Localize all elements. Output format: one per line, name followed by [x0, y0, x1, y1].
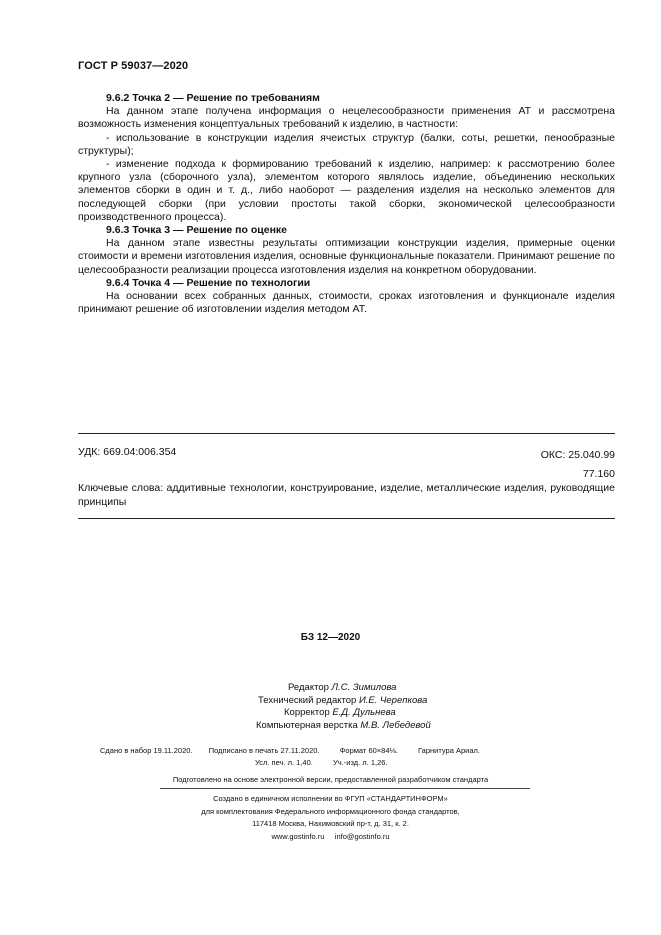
editor-name: Л.С. Зимилова [331, 682, 397, 693]
editor-line [256, 682, 431, 695]
imprint-print-sheets: Усл. печ. л. 1,40. [255, 758, 313, 767]
publisher-line: для комплектования Федерального информационного фонда стандартов, [201, 806, 460, 816]
document-header: ГОСТ Р 59037—2020 [78, 60, 189, 72]
section-heading: 9.6.4 Точка 4 — Решение по технологии [106, 276, 311, 289]
imprint-format: Формат 60×84⅛. [339, 746, 398, 755]
editor-line [256, 695, 431, 708]
editor-line [256, 707, 431, 720]
publisher-line: Создано в единичном исполнении во ФГУП «СТАНДАРТИНФОРМ» [213, 794, 448, 803]
editor-name: И.Е. Черепкова [358, 694, 428, 706]
section-heading: 9.6.3 Точка 3 — Решение по оценке [106, 224, 288, 237]
prepared-note: Подготовлено на основе электронной версии, предоставленной разработчиком стандарта [172, 775, 489, 784]
document-body [78, 92, 615, 316]
imprint-line-2 [100, 757, 480, 769]
imprint-signed: Подписано в печать 27.11.2020. [208, 746, 320, 755]
editors-block [256, 682, 431, 732]
list-item: - изменение подхода к формированию требований к изделию, например: к рассмотрению более крупного узла (сборочного узла), элементом которого являлось изделие, объединению нескольких элементов сборки в один и т. д., либо наоборот — разделения изделия на несколько элементов для последующей сборки (при условии простоты такой сборки, экономической целесообразности производственного процесса). [78, 158, 615, 223]
bz-number: БЗ 12—2020 [300, 632, 361, 643]
paragraph: На основании всех собранных данных, стоимости, сроках изготовления и функционале изделия принимают решение об изготовлении изделия методом АТ. [78, 290, 615, 316]
publisher-line: www.gostinfo.ru info@gostinfo.ru [271, 831, 390, 841]
divider-top [78, 433, 615, 434]
oks-code-1: ОКС: 25.040.99 [540, 449, 615, 461]
imprint-pub-sheets: Уч.-изд. л. 1,26. [333, 758, 388, 767]
paragraph: На данном этапе получена информация о нецелесообразности применения АТ и рассмотрена возможность изменения концептуальных требований к изделию, в частности: [78, 105, 615, 131]
editor-name: Е.Д. Дульнева [332, 707, 396, 718]
udk-code: УДК: 669.04:006.354 [78, 446, 177, 458]
editor-line [256, 720, 431, 733]
imprint-block [100, 745, 480, 769]
editor-name: М.В. Лебедевой [360, 719, 431, 731]
imprint-line-1 [100, 745, 480, 757]
divider-bottom [78, 518, 615, 519]
list-item: - использование в конструкции изделия ячеистых структур (балки, соты, решетки, пенообразные структуры); [78, 131, 615, 157]
oks-code-2: 77.160 [582, 468, 615, 480]
editor-role: Корректор [284, 707, 330, 718]
editor-role: Редактор [288, 682, 329, 693]
editor-role: Технический редактор [258, 694, 357, 706]
keywords: Ключевые слова: аддитивные технологии, конструирование, изделие, металлические изделия, руководящие принципы [78, 482, 615, 508]
imprint-sent: Сдано в набор 19.11.2020. [100, 746, 193, 755]
paragraph: На данном этапе известны результаты оптимизации конструкции изделия, примерные оценки стоимости и времени изготовления изделия, основные функциональные показатели. Принимают решение по целесообразности реализации процесса изготовления изделия на конкретном оборудовании. [78, 237, 615, 276]
publisher-block [0, 793, 661, 843]
section-heading: 9.6.2 Точка 2 — Решение по требованиям [106, 92, 320, 104]
editor-role: Компьютерная верстка [256, 719, 358, 731]
publisher-line: 117418 Москва, Нахимовский пр-т, д. 31, к. 2. [252, 819, 409, 828]
oks-code [541, 446, 615, 484]
imprint-font: Гарнитура Ариал. [418, 746, 480, 755]
divider-imprint [160, 788, 530, 789]
